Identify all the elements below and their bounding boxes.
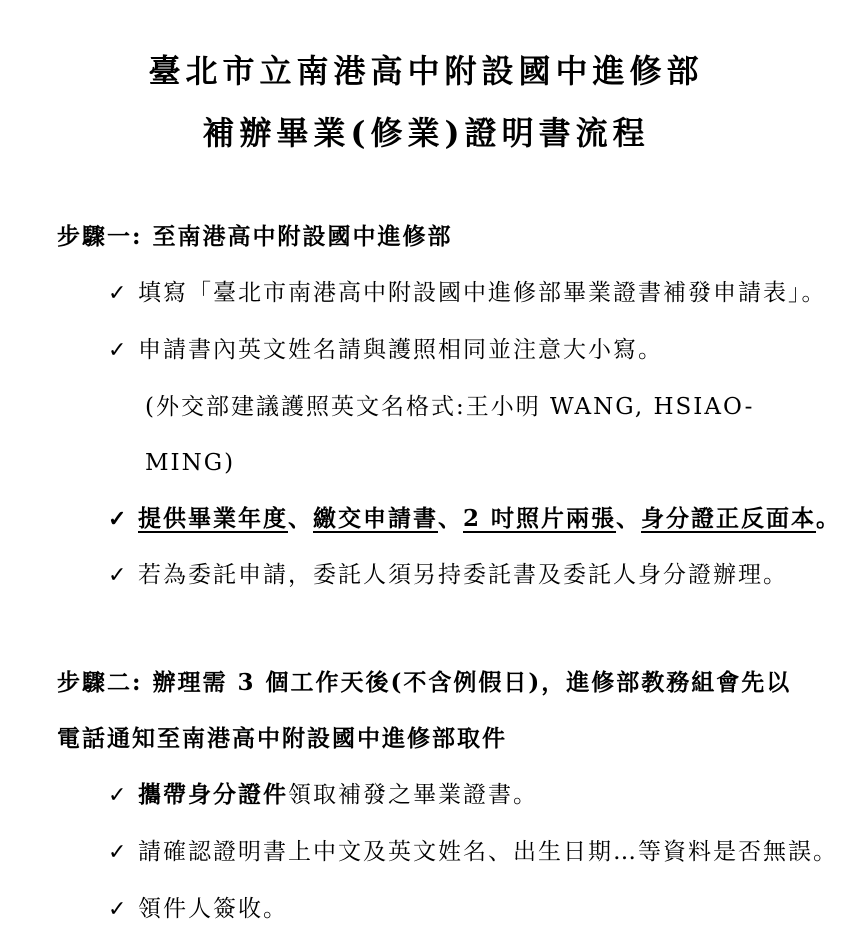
bullet-text: 領件人簽收。 xyxy=(138,896,288,922)
document-body xyxy=(57,209,842,938)
checkmark-icon: ✓ xyxy=(108,338,127,363)
title-line-1: 臺北市立南港高中附設國中進修部 xyxy=(148,52,704,90)
step-1-bullet-proxy-application xyxy=(57,547,795,604)
separator: 、 xyxy=(438,505,463,532)
title-line-2: 補辦畢業(修業)證明書流程 xyxy=(202,114,650,152)
bullet-text: 填寫「臺北市南港高中附設國中進修部畢業證書補發申請表」。 xyxy=(138,280,827,306)
step-2-bullet-sign-receipt xyxy=(57,881,795,938)
bullet-text xyxy=(138,767,538,823)
step-1-bullet-english-name xyxy=(57,322,795,379)
required-item-id-card-copy: 身分證正反面本 xyxy=(641,505,817,532)
required-item-application-form: 繳交申請書 xyxy=(313,505,438,532)
bullet-text: 請確認證明書上中文及英文姓名、出生日期…等資料是否無誤。 xyxy=(138,839,838,865)
step-1-heading: 步驟一: 至南港高中附設國中進修部 xyxy=(57,223,453,250)
separator: 、 xyxy=(616,505,642,532)
checkmark-icon: ✓ xyxy=(108,783,127,808)
step-1-bullet-fill-form xyxy=(57,265,827,322)
step-2-heading xyxy=(57,655,795,767)
checkmark-icon: ✓ xyxy=(108,897,127,922)
step-1-bullet-required-documents xyxy=(57,491,842,547)
checkmark-icon: ✓ xyxy=(108,506,127,532)
document-title xyxy=(57,40,795,164)
checkmark-icon: ✓ xyxy=(108,281,127,306)
step-2-bullet-bring-id xyxy=(57,767,795,824)
checkmark-icon: ✓ xyxy=(108,563,127,588)
checkmark-icon: ✓ xyxy=(108,840,127,865)
separator: 、 xyxy=(288,505,313,532)
bring-id-emphasis: 攜帶身分證件 xyxy=(138,781,288,808)
bullet-text: 若為委託申請，委託人須另持委託書及委託人身分證辦理。 xyxy=(138,562,788,588)
step-2-bullet-verify-information xyxy=(57,824,838,881)
bullet-text: 申請書內英文姓名請與護照相同並注意大小寫。 xyxy=(138,337,663,363)
step-2-heading-line-2: 電話通知至南港高中附設國中進修部取件 xyxy=(57,725,507,752)
passport-name-format-note: (外交部建議護照英文名格式:王小明 WANG, HSIAO-MING) xyxy=(145,394,755,476)
step-2-heading-line-1: 步驟二: 辦理需 3 個工作天後(不含例假日)，進修部教務組會先以 xyxy=(57,669,792,696)
bring-id-rest: 領取補發之畢業證書。 xyxy=(288,782,538,808)
bullet-text xyxy=(138,491,841,547)
step-2-section xyxy=(57,655,838,938)
period: 。 xyxy=(816,505,842,532)
step-1-section xyxy=(57,209,842,604)
required-item-graduation-year: 提供畢業年度 xyxy=(138,505,288,532)
required-item-photos: 2 吋照片兩張 xyxy=(463,505,617,532)
